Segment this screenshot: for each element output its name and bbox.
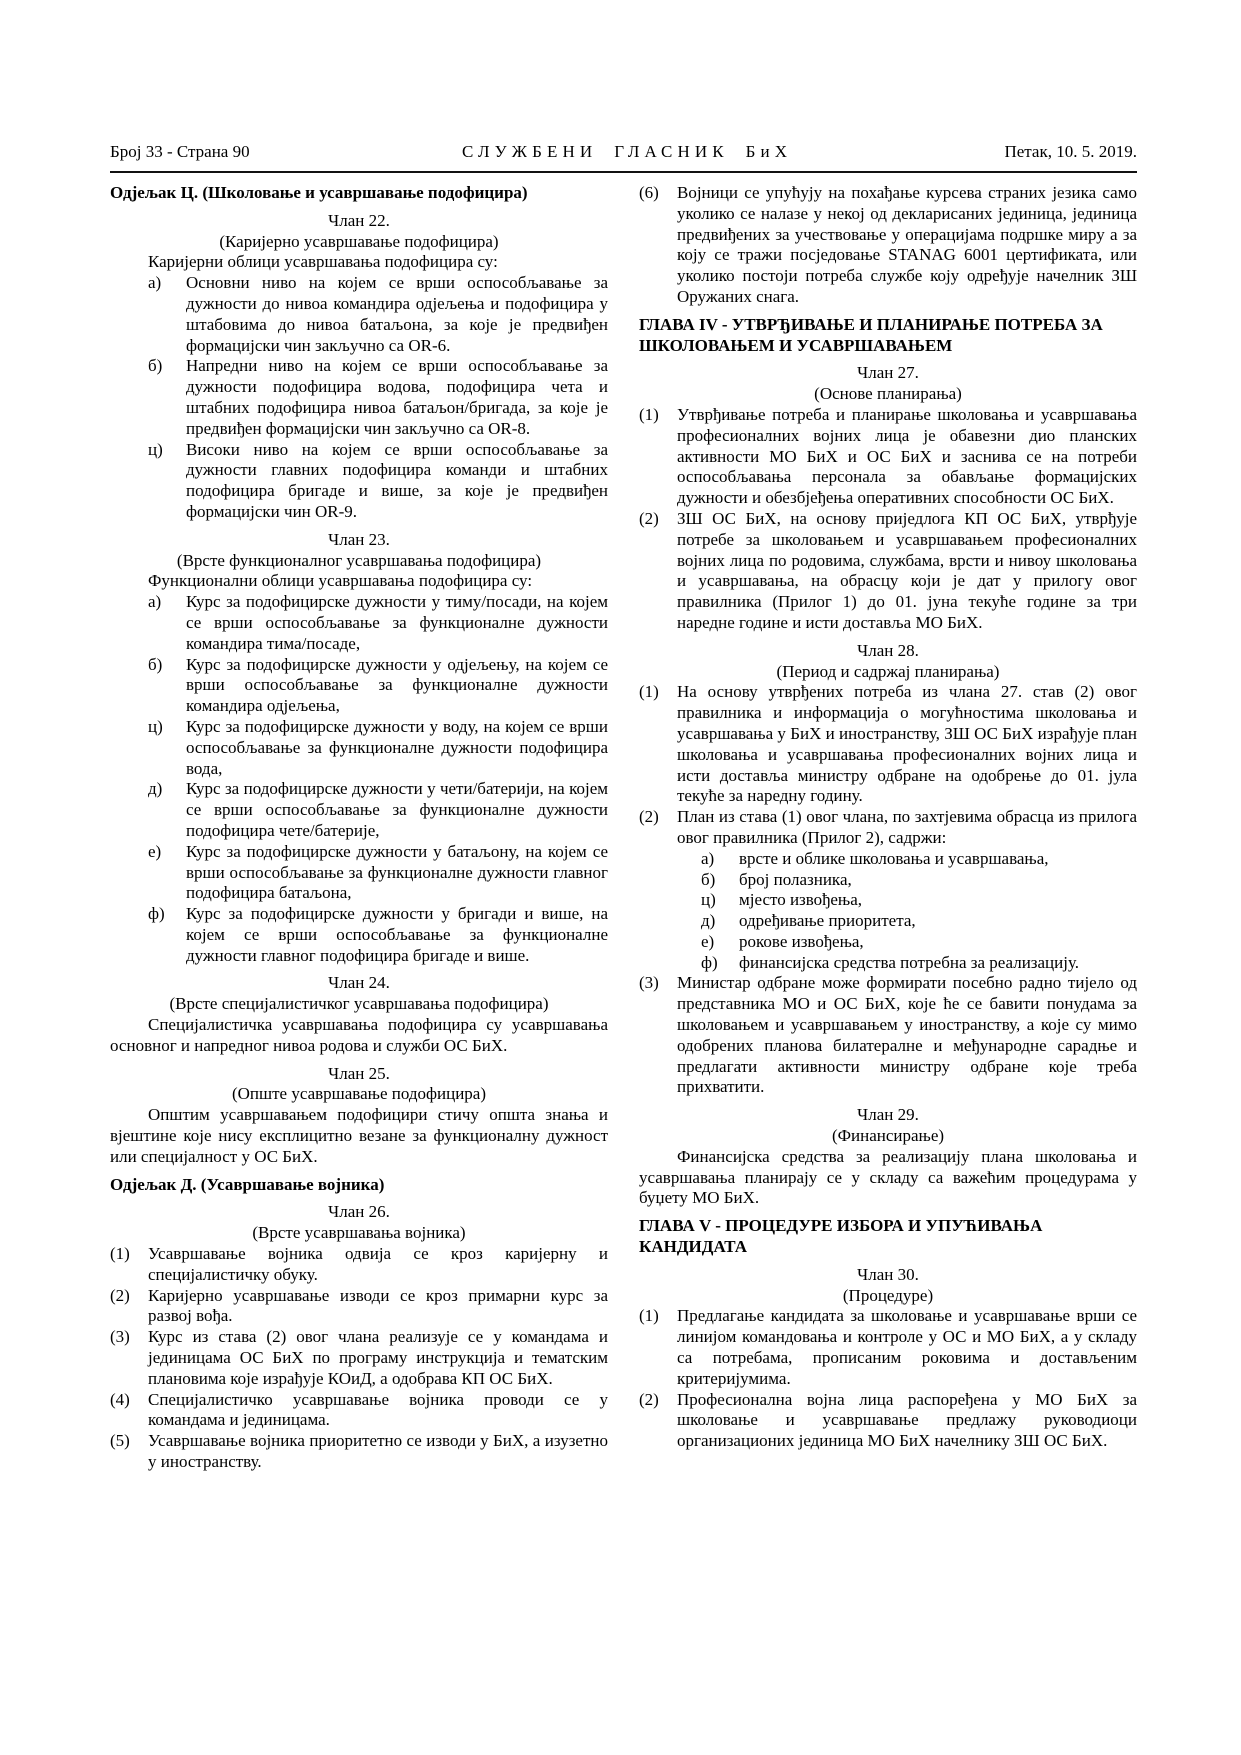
list-marker: (1)	[639, 1306, 659, 1326]
paragraph: Финансијска средства за реализацију плана школовања и усавршавања планирају се у складу са важећим процедурама у буџету МО БиХ.	[639, 1146, 1137, 1208]
article-number: Члан 30.	[857, 1264, 919, 1284]
list-marker: б)	[148, 356, 163, 376]
list-item-text: План из става (1) овог члана, по захтјевима обрасца из прилога овог правилника (Прилог 2), садржи:	[677, 807, 1137, 847]
numbered-list-item	[639, 405, 1137, 509]
article-subtitle: (Опште усавршавање подофицира)	[231, 1084, 487, 1104]
list-item-text: Војници се упућују на похађање курсева страних језика само уколико се налазе у некој од декларисаних јединица, јединица предвиђених за учествовање у операцијама подршке миру а за коју се тражи посједовање STANAG 6001 цертификата, или уколико постоји потреба службе коју одређује начелник ЗШ Оружаних снага.	[677, 183, 1137, 306]
numbered-list-item	[639, 1390, 1137, 1452]
lettered-list-item	[110, 655, 608, 717]
list-item-text: рокове извођења,	[739, 931, 864, 951]
list-marker: а)	[148, 273, 162, 293]
sub-lettered-list-item	[639, 870, 1137, 891]
numbered-list-item	[110, 1390, 608, 1432]
numbered-list-item	[110, 1244, 608, 1286]
list-item-text: Професионална војна лица распоређена у МО БиХ за школовање и усавршавање предлажу руководиоци организационих јединица МО БиХ начелнику ЗШ ОС БиХ.	[677, 1389, 1137, 1451]
list-item-text: Курс за подофицирске дужности у чети/батерији, на којем се врши оспособљавање за функционалне дужности подофицира чете/батерије,	[186, 779, 608, 840]
list-marker: е)	[701, 931, 715, 951]
list-item-text: Курс за подофицирске дужности у тиму/посади, на којем се врши оспособљавање за функционалне дужности командира тима/посаде,	[186, 592, 608, 653]
list-marker: (2)	[639, 1389, 659, 1409]
issue-page-number: Број 33 - Страна 90	[110, 142, 250, 161]
numbered-list-item	[110, 1431, 608, 1473]
article-number: Члан 24.	[328, 973, 390, 993]
list-marker: ц)	[701, 890, 716, 910]
list-item-text: Курс из става (2) овог члана реализује се у командама и јединицама ОС БиХ по програму инструкција и тематским плановима које израђује КОиД, а одобрава КП ОС БиХ.	[148, 1327, 608, 1388]
lettered-list-item	[110, 779, 608, 841]
numbered-list-item	[639, 807, 1137, 849]
list-marker: (2)	[639, 508, 659, 528]
list-item-text: Основни ниво на којем се врши оспособљавање за дужности до нивоа командира одјељења и подофицира у штабовима до нивоа батаљона, за које је предвиђен формацијски чин закључно са OR-6.	[186, 273, 608, 355]
issue-date: Петак, 10. 5. 2019.	[1004, 142, 1137, 161]
list-item-text: Курс за подофицирске дужности у одјељењу, на којем се врши оспособљавање за функционалне дужности командира одјељења,	[186, 654, 608, 716]
sub-lettered-list-item	[639, 932, 1137, 953]
list-item-text: Министар одбране може формирати посебно радно тијело од представника МО и ОС БиХ, које ће се бавити понудама за школовањем и усавршавањем у иностранству, а које су мимо одобрених планова билатералне и међународне сарадње и предлагати активности министру одбране које треба прихватити.	[677, 973, 1137, 1097]
lettered-list-item	[110, 273, 608, 356]
article-subtitle: (Врсте специјалистичког усавршавања подофицира)	[169, 994, 549, 1014]
article-subtitle: (Период и садржај планирања)	[776, 661, 1000, 681]
section-heading: Одјељак Д. (Усавршавање војника)	[110, 1174, 385, 1194]
paragraph: Функционални облици усавршавања подофицира су:	[148, 571, 533, 591]
article-number: Члан 23.	[328, 529, 390, 549]
numbered-list-item	[639, 682, 1137, 807]
list-item-text: Специјалистичко усавршавање војника проводи се у командама и јединицама.	[148, 1389, 608, 1430]
sub-lettered-list-item	[639, 911, 1137, 932]
list-marker: а)	[701, 848, 715, 868]
lettered-list-item	[110, 717, 608, 779]
list-item-text: Курс за подофицирске дужности у воду, на којем се врши оспособљавање за функционалне дужности подофицира вода,	[186, 716, 608, 778]
numbered-list-item	[639, 509, 1137, 634]
article-number: Члан 26.	[328, 1202, 390, 1222]
numbered-list-item	[639, 973, 1137, 1098]
lettered-list-item	[110, 904, 608, 966]
list-item-text: Предлагање кандидата за школовање и усавршавање врши се линијом командовања и контроле у ОС и МО БиХ, а у складу са потребама, прописаним роковима и достављеним критеријумима.	[677, 1306, 1137, 1388]
list-marker: (3)	[639, 973, 659, 993]
list-marker: ц)	[148, 716, 163, 736]
list-item-text: Каријерно усавршавање изводи се кроз примарни курс за развој вођа.	[148, 1285, 608, 1326]
list-marker: (5)	[110, 1431, 130, 1451]
article-number: Члан 28.	[857, 640, 919, 660]
list-marker: (1)	[639, 682, 659, 702]
list-item-text: ЗШ ОС БиХ, на основу приједлога КП ОС БиХ, утврђује потребе за школовањем и усавршавањем професионалних војних лица по родовима, службама, врсти и нивоу школовања и усавршавања, на обрасцу који је дат у прилогу овог правилника (Прилог 1) до 01. јуна текуће године за три наредне године и исти доставља МО БиХ.	[677, 508, 1137, 632]
article-subtitle: (Врсте функционалног усавршавања подофицира)	[176, 550, 542, 570]
list-marker: а)	[148, 592, 162, 612]
list-marker: д)	[148, 779, 163, 799]
list-item-text: Курс за подофицирске дужности у батаљону, на којем се врши оспособљавање за функционалне дужности главног подофицира батаљона,	[186, 841, 608, 903]
article-subtitle: (Каријерно усавршавање подофицира)	[219, 231, 499, 251]
list-item-text: Утврђивање потреба и планирање школовања и усавршавања професионалних војних лица је обавезни дио планских активности МО БиХ и ОС БиХ и заснива се на потреби оспособљавања персонала за обављање формацијских дужности и обезбјеђења оперативних способности ОС БиХ.	[677, 404, 1137, 508]
lettered-list-item	[110, 356, 608, 439]
paragraph: Специјалистичка усавршавања подофицира су усавршавања основног и напредног нивоа родова и служби ОС БиХ.	[110, 1015, 608, 1055]
lettered-list-item	[110, 440, 608, 523]
list-marker: (1)	[110, 1244, 130, 1264]
list-marker: е)	[148, 841, 162, 861]
list-marker: ц)	[148, 439, 163, 459]
list-item-text: одређивање приоритета,	[739, 911, 916, 931]
numbered-list-item	[110, 1286, 608, 1328]
list-marker: (2)	[639, 807, 659, 827]
section-heading: Одјељак Ц. (Школовање и усавршавање подофицира)	[110, 183, 528, 202]
list-item-text: На основу утврђених потреба из члана 27. став (2) овог правилника и информација о могућностима школовања и усавршавања у БиХ и иностранству, ЗШ ОС БиХ израђује план школовања и усавршавања професионалних војних лица и исти доставља министру одбране на одобрење до 01. јула текуће за наредну годину.	[677, 682, 1137, 806]
list-item-text: финансијска средства потребна за реализацију.	[739, 952, 1080, 972]
list-marker: ф)	[701, 952, 718, 972]
list-item-text: Усавршавање војника одвија се кроз каријерну и специјалистичку обуку.	[148, 1244, 608, 1284]
sub-lettered-list-item	[639, 890, 1137, 911]
article-number: Члан 25.	[328, 1063, 390, 1083]
list-marker: б)	[148, 654, 163, 674]
numbered-list-item	[639, 183, 1137, 308]
article-number: Члан 27.	[857, 363, 919, 383]
list-marker: (4)	[110, 1389, 130, 1409]
article-number: Члан 29.	[857, 1105, 919, 1125]
page-header	[110, 142, 1137, 173]
list-item-text: мјесто извођења,	[739, 890, 863, 910]
list-marker: (3)	[110, 1327, 130, 1347]
list-item-text: Курс за подофицирске дужности у бригади и више, на којем се врши оспособљавање за функционалне дужности главног подофицира бригаде и више.	[186, 904, 608, 965]
section-heading: ГЛАВА V - ПРОЦЕДУРЕ ИЗБОРА И УПУЋИВАЊА КАНДИДАТА	[639, 1216, 1043, 1257]
article-subtitle: (Основе планирања)	[814, 384, 962, 404]
list-item-text: врсте и облике школовања и усавршавања,	[739, 848, 1049, 868]
list-marker: ф)	[148, 904, 165, 924]
list-item-text: Високи ниво на којем се врши оспособљавање за дужности главних подофицира команди и штабних подофицира бригаде и више, за које је предвиђен формацијски чин OR-9.	[186, 439, 608, 521]
list-marker: (1)	[639, 404, 659, 424]
lettered-list-item	[110, 842, 608, 904]
article-subtitle: (Врсте усавршавања војника)	[252, 1223, 466, 1243]
list-item-text: Напредни ниво на којем се врши оспособљавање за дужности подофицира водова, подофицира чета и штабних подофицира нивоа батаљон/бригада, за које је предвиђен формацијски чин закључно са OR-8.	[186, 356, 608, 438]
lettered-list-item	[110, 592, 608, 654]
paragraph: Општим усавршавањем подофицири стичу општа знања и вјештине које нису експлицитно везане за функционалну дужност или специјалност у ОС БиХ.	[110, 1105, 608, 1166]
section-heading: ГЛАВА IV - УТВРЂИВАЊЕ И ПЛАНИРАЊЕ ПОТРЕБА ЗА ШКОЛОВАЊЕМ И УСАВРШАВАЊЕМ	[639, 314, 1103, 355]
list-marker: б)	[701, 869, 716, 889]
gazette-title: СЛУЖБЕНИ ГЛАСНИК БиХ	[461, 142, 793, 161]
two-column-body	[110, 183, 1137, 1473]
article-subtitle: (Финансирање)	[831, 1126, 945, 1146]
list-marker: (2)	[110, 1285, 130, 1305]
sub-lettered-list-item	[639, 849, 1137, 870]
sub-lettered-list-item	[639, 953, 1137, 974]
paragraph: Каријерни облици усавршавања подофицира су:	[148, 252, 498, 272]
numbered-list-item	[639, 1306, 1137, 1389]
list-marker: д)	[701, 911, 716, 931]
numbered-list-item	[110, 1327, 608, 1389]
list-marker: (6)	[639, 183, 659, 202]
list-item-text: Усавршавање војника приоритетно се изводи у БиХ, а изузетно у иностранству.	[148, 1431, 608, 1472]
article-number: Члан 22.	[328, 210, 390, 230]
left-column	[110, 183, 608, 1473]
list-item-text: број полазника,	[739, 869, 852, 889]
article-subtitle: (Процедуре)	[842, 1285, 934, 1305]
right-column	[639, 183, 1137, 1473]
